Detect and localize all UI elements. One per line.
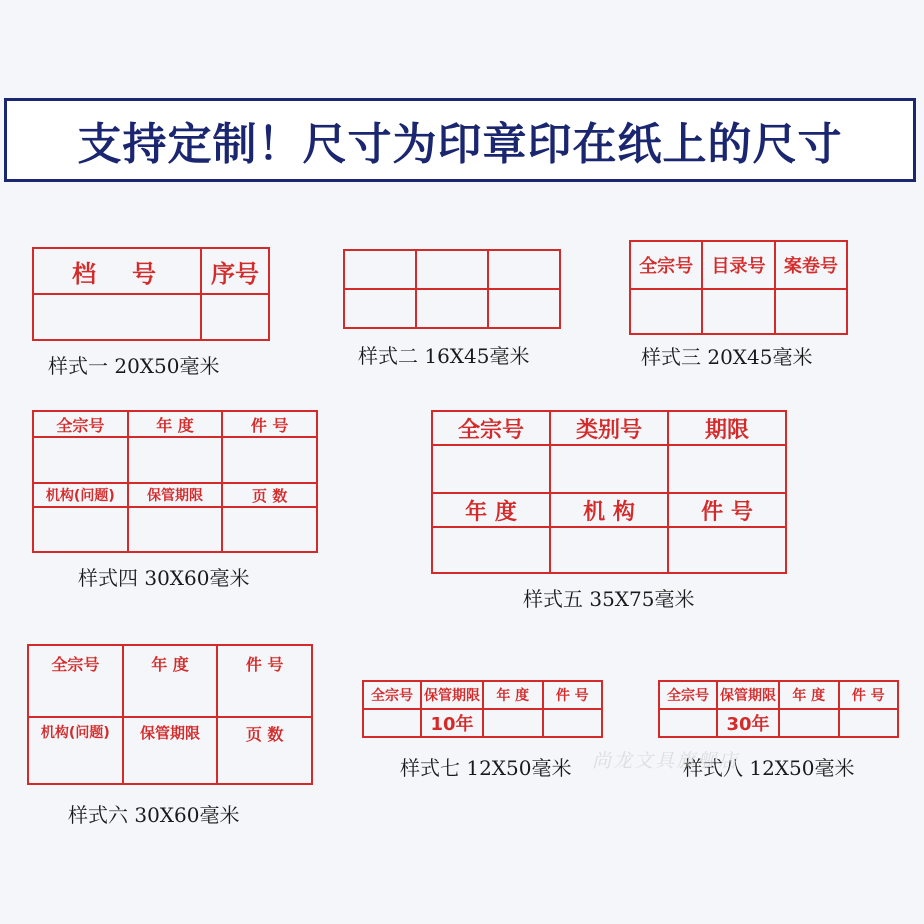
header-cell: 全宗号 (630, 241, 702, 289)
caption-style-1: 样式一 20X50毫米 (48, 354, 220, 378)
watermark: 尚龙文具旗舰店 (592, 750, 740, 772)
blank-cell (33, 294, 201, 340)
blank-cell (668, 527, 786, 573)
header-cell: 目录号 (702, 241, 774, 289)
header-cell: 案卷号 (775, 241, 847, 289)
blank-cell (668, 445, 786, 493)
header-cell: 年 度 (779, 681, 839, 709)
header-cell: 保管期限 (128, 483, 223, 507)
stamp-style-2 (343, 249, 561, 329)
header-cell: 全宗号 (363, 681, 421, 709)
blank-cell (550, 445, 668, 493)
header-cell: 件 号 (217, 645, 312, 717)
blank-cell (128, 437, 223, 483)
blank-cell (416, 250, 488, 289)
header-cell: 年 度 (432, 493, 550, 527)
blank-cell (432, 445, 550, 493)
blank-cell (488, 250, 560, 289)
blank-cell (344, 250, 416, 289)
header-cell: 保管期限 (123, 717, 218, 784)
blank-cell (363, 709, 421, 737)
caption-style-6: 样式六 30X60毫米 (68, 803, 240, 827)
header-cell: 机构(问题) (33, 483, 128, 507)
header-cell: 全宗号 (28, 645, 123, 717)
blank-cell (33, 437, 128, 483)
blank-cell (416, 289, 488, 328)
header-cell: 页 数 (217, 717, 312, 784)
header-cell: 类别号 (550, 411, 668, 445)
blank-cell (775, 289, 847, 334)
header-cell: 年 度 (123, 645, 218, 717)
blank-cell (779, 709, 839, 737)
stamp-style-5 (431, 410, 787, 574)
header-cell: 件 号 (668, 493, 786, 527)
caption-style-8: 样式八 12X50毫米 (683, 756, 855, 780)
header-cell: 保管期限 (421, 681, 483, 709)
blank-cell (344, 289, 416, 328)
blank-cell (550, 527, 668, 573)
stamp-style-7 (362, 680, 603, 738)
blank-cell (222, 507, 317, 552)
retention-value: 30年 (717, 709, 779, 737)
caption-style-4: 样式四 30X60毫米 (78, 566, 250, 590)
header-cell: 页 数 (222, 483, 317, 507)
header-cell: 件 号 (222, 411, 317, 437)
blank-cell (33, 507, 128, 552)
blank-cell (222, 437, 317, 483)
blank-cell (702, 289, 774, 334)
blank-cell (488, 289, 560, 328)
blank-cell (659, 709, 717, 737)
stamp-style-3 (629, 240, 848, 335)
stamp-style-4 (32, 410, 318, 553)
caption-style-3: 样式三 20X45毫米 (641, 345, 813, 369)
stamp-style-8 (658, 680, 899, 738)
header-cell: 全宗号 (33, 411, 128, 437)
header-cell: 年 度 (483, 681, 543, 709)
header-cell: 机构(问题) (28, 717, 123, 784)
stamp-style-1 (32, 247, 270, 341)
header-cell: 全宗号 (432, 411, 550, 445)
header-cell: 全宗号 (659, 681, 717, 709)
header-cell: 件 号 (543, 681, 603, 709)
blank-cell (543, 709, 603, 737)
stamp-style-6 (27, 644, 313, 785)
caption-style-2: 样式二 16X45毫米 (358, 344, 530, 368)
title-banner (4, 98, 916, 182)
header-cell: 档 号 (33, 248, 201, 294)
blank-cell (630, 289, 702, 334)
header-cell: 件 号 (839, 681, 899, 709)
blank-cell (201, 294, 269, 340)
header-cell: 机 构 (550, 493, 668, 527)
caption-style-5: 样式五 35X75毫米 (523, 587, 695, 611)
banner-title: 支持定制！尺寸为印章印在纸上的尺寸 (77, 119, 843, 170)
caption-style-7: 样式七 12X50毫米 (400, 756, 572, 780)
header-cell: 序号 (201, 248, 269, 294)
header-cell: 保管期限 (717, 681, 779, 709)
header-cell: 期限 (668, 411, 786, 445)
header-cell: 年 度 (128, 411, 223, 437)
retention-value: 10年 (421, 709, 483, 737)
blank-cell (128, 507, 223, 552)
blank-cell (839, 709, 899, 737)
blank-cell (432, 527, 550, 573)
blank-cell (483, 709, 543, 737)
